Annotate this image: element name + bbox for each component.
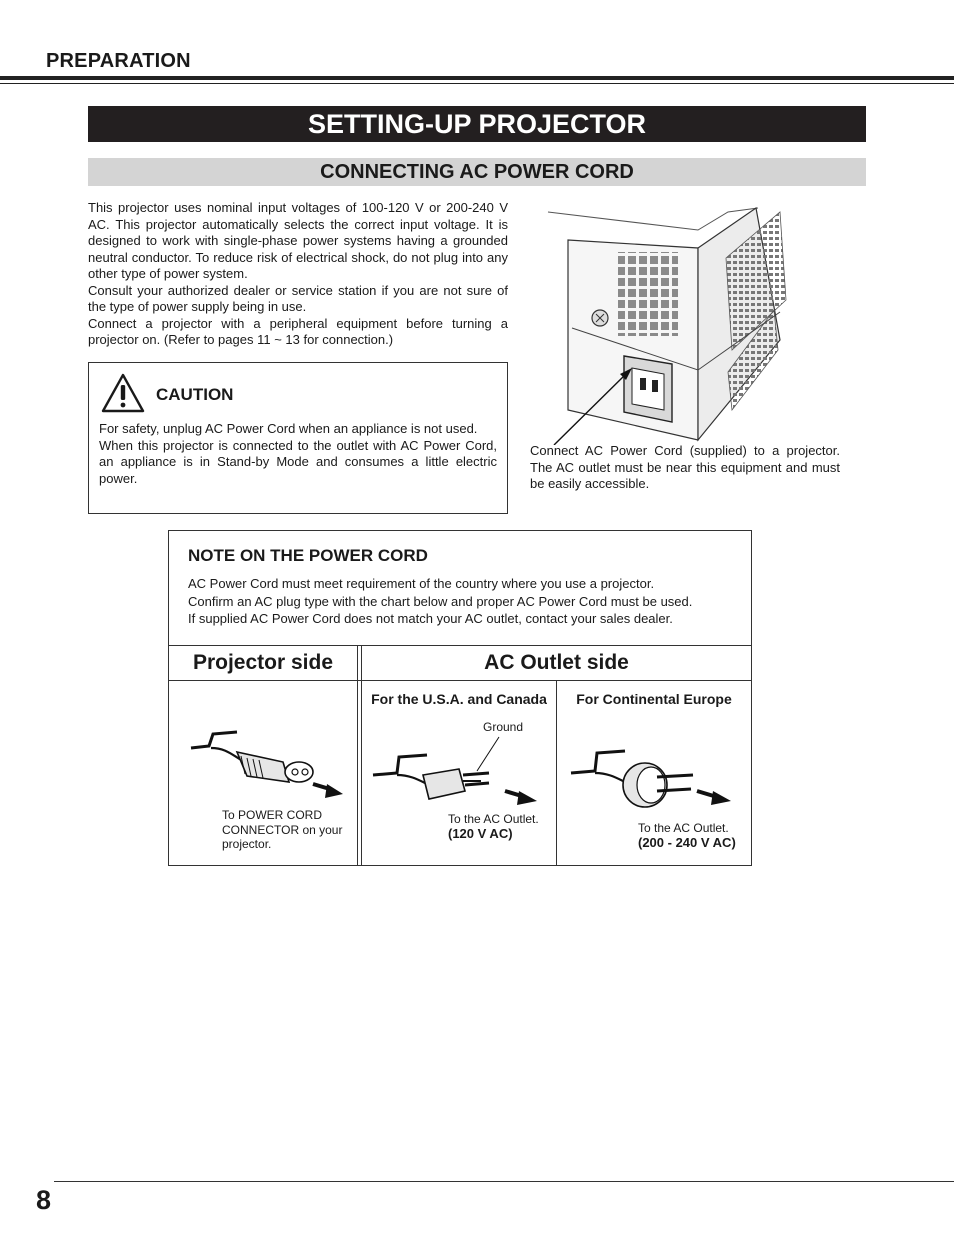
note-title: NOTE ON THE POWER CORD xyxy=(188,546,428,565)
iec-connector-illustration xyxy=(187,726,347,806)
usa-canada-header: For the U.S.A. and Canada xyxy=(371,691,547,707)
table-divider xyxy=(169,680,751,681)
note-box xyxy=(168,530,752,866)
intro-paragraph-1: This projector uses nominal input voltages of 100-120 V or 200-240 V AC. This projector automatically selects the correct input voltage. It is designed to work with single-phase power systems having a grounded neutral conductor. To reduce risk of electrical shock, do not plug into any other type of power system. xyxy=(88,200,508,281)
projector-caption: Connect AC Power Cord (supplied) to a projector. The AC outlet must be near this equipment and must be easily accessible. xyxy=(530,443,840,491)
usa-plug-illustration xyxy=(369,731,549,811)
table-divider xyxy=(357,645,358,865)
note-line-2: Confirm an AC plug type with the chart below and proper AC Power Cord must be used. xyxy=(188,593,693,609)
note-line-3: If supplied AC Power Cord does not match your AC outlet, contact your sales dealer. xyxy=(188,611,673,626)
europe-caption: To the AC Outlet. xyxy=(638,821,729,835)
warning-triangle-icon xyxy=(101,373,145,413)
note-text xyxy=(188,575,744,628)
usa-voltage: (120 V AC) xyxy=(448,826,513,841)
caution-paragraph-1: For safety, unplug AC Power Cord when an appliance is not used. xyxy=(99,421,478,436)
ground-label: Ground xyxy=(483,720,524,734)
caution-title: CAUTION xyxy=(156,385,234,404)
section-subtitle: CONNECTING AC POWER CORD xyxy=(88,158,866,186)
projector-illustration xyxy=(528,200,838,445)
column-header-projector: Projector side xyxy=(192,651,334,674)
column-header-ac-outlet: AC Outlet side xyxy=(484,651,629,674)
header-rule xyxy=(0,76,954,80)
section-label: PREPARATION xyxy=(46,50,191,72)
caution-text xyxy=(99,421,497,487)
page-title: SETTING-UP PROJECTOR xyxy=(88,106,866,142)
caption-line: CONNECTOR on your xyxy=(222,822,343,837)
note-line-1: AC Power Cord must meet requirement of the country where you use a projector. xyxy=(188,576,655,591)
continental-europe-header: For Continental Europe xyxy=(576,691,732,707)
header-rule-thin xyxy=(0,83,954,84)
intro-text xyxy=(88,200,508,349)
page-number: 8 xyxy=(36,1185,52,1215)
intro-paragraph-2: Consult your authorized dealer or service station if you are not sure of the type of power supply being in use. xyxy=(88,282,508,314)
intro-paragraph-3: Connect a projector with a peripheral equipment before turning a projector on. (Refer to pages 11 ~ 13 for connection.) xyxy=(88,315,508,347)
footer-rule xyxy=(54,1181,954,1182)
caption-line: To POWER CORD xyxy=(222,808,323,822)
europe-voltage: (200 - 240 V AC) xyxy=(638,835,736,850)
usa-caption: To the AC Outlet. xyxy=(448,812,539,826)
caution-paragraph-2: When this projector is connected to the outlet with AC Power Cord, an appliance is in Stand-by Mode and consumes a little electric power. xyxy=(99,437,497,486)
europe-plug-illustration xyxy=(567,731,747,811)
caution-box xyxy=(88,362,508,514)
projector-side-caption xyxy=(222,808,342,852)
caption-line: projector. xyxy=(222,837,272,851)
table-divider xyxy=(556,680,557,865)
